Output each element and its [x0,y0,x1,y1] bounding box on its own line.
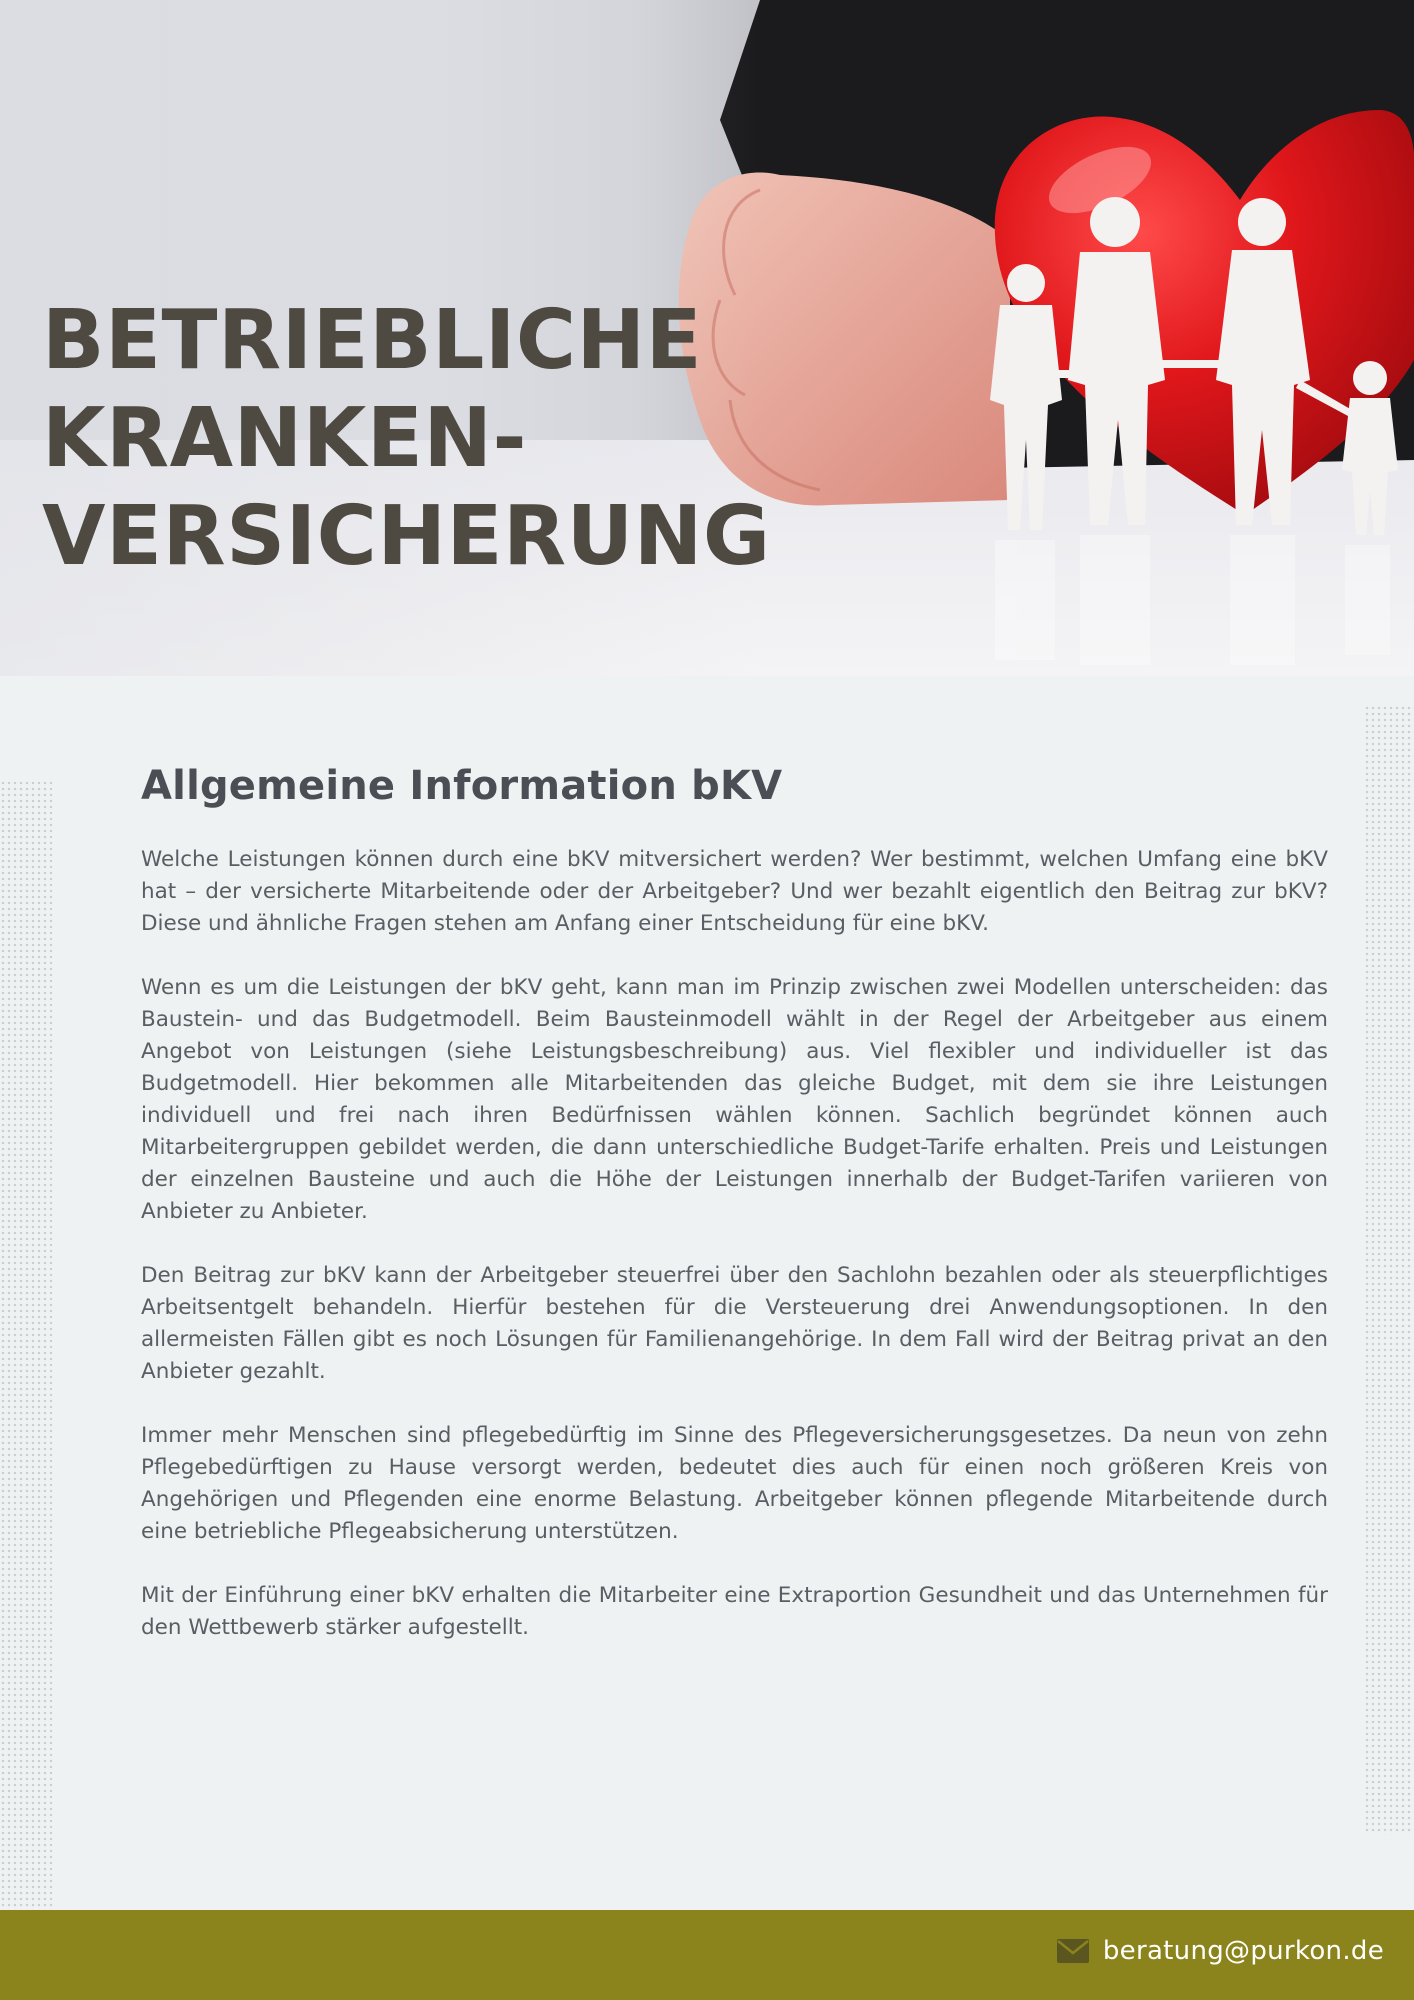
mail-icon [1057,1939,1089,1963]
info-section [141,756,1328,1676]
paragraph-2: Wenn es um die Leistungen der bKV geht, kann man im Prinzip zwischen zwei Modellen unterscheiden: das Baustein- und das Budgetmodell. Beim Bausteinmodell wählt in der Regel der Arbeitgeber aus einem Angebot von Leistungen (siehe Leistungsbeschreibung) aus. Viel flexibler und individueller ist das Budgetmodell. Hier bekommen alle Mitarbeitenden das gleiche Budget, mit dem sie ihre Leistungen individuell und frei nach ihren Bedürfnissen wählen können. Sachlich begründet können auch Mitarbeitergruppen gebildet werden, die dann unterschiedliche Budget-Tarife erhalten. Preis und Leistungen der einzelnen Bausteine und auch die Höhe der Leistungen innerhalb der Budget-Tarifen variieren von Anbieter zu Anbieter. [141,975,1328,1224]
footer-contact[interactable] [1057,1936,1384,1966]
hero-banner [0,0,1414,676]
page-title [42,292,771,586]
contact-email-link[interactable]: beratung@purkon.de [1102,1936,1384,1966]
decorative-dots-left [0,780,52,1910]
paragraph-4: Immer mehr Menschen sind pflegebedürftig im Sinne des Pflegeversicherungsgesetzes. Da neun von zehn Pflegebedürftigen zu Hause versorgt werden, bedeutet dies auch für einen noch größeren Kreis von Angehörigen und Pflegenden eine enorme Belastung. Arbeitgeber können pflegende Mitarbeitende durch eine betriebliche Pflegeabsicherung unterstützen. [141,1423,1328,1544]
title-line-1: BETRIEBLICHE [42,293,703,388]
paragraph-1: Welche Leistungen können durch eine bKV mitversichert werden? Wer bestimmt, welchen Umfang eine bKV hat – der versicherte Mitarbeitende oder der Arbeitgeber? Und wer bezahlt eigentlich den Beitrag zur bKV? Diese und ähnliche Fragen stehen am Anfang einer Entscheidung für eine bKV. [141,847,1328,936]
decorative-dots-right [1364,705,1414,1835]
paragraph-3: Den Beitrag zur bKV kann der Arbeitgeber steuerfrei über den Sachlohn bezahlen oder als steuerpflichtiges Arbeitsentgelt behandeln. Hierfür bestehen für die Versteuerung drei Anwendungsoptionen. In den allermeisten Fällen gibt es noch Lösungen für Familienangehörige. In dem Fall wird der Beitrag privat an den Anbieter gezahlt. [141,1263,1328,1384]
title-line-3: VERSICHERUNG [42,489,771,584]
title-line-2: KRANKEN- [42,391,527,486]
section-heading: Allgemeine Information bKV [141,763,783,809]
footer-bar [0,1910,1414,2000]
paragraph-5: Mit der Einführung einer bKV erhalten die Mitarbeiter eine Extraportion Gesundheit und das Unternehmen für den Wettbewerb stärker aufgestellt. [141,1583,1328,1640]
